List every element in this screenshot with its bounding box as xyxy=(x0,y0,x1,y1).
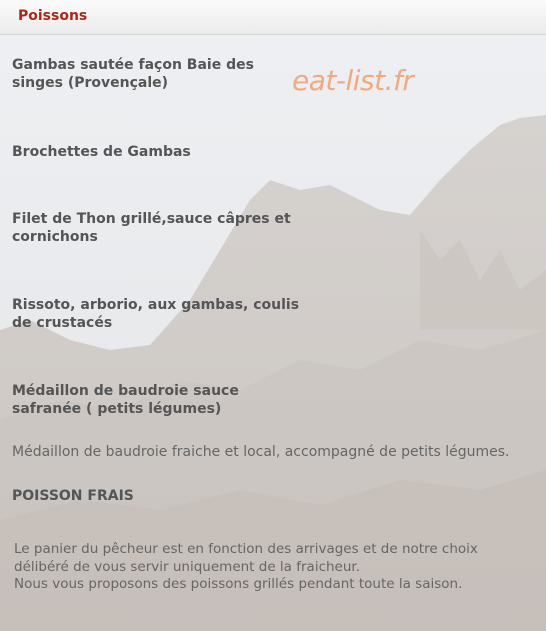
menu-item-description: Médaillon de baudroie fraiche et local, accompagné de petits légumes. xyxy=(12,444,510,460)
menu-item-name-line1: POISSON FRAIS xyxy=(12,488,134,504)
fresh-fish-note xyxy=(14,541,534,594)
menu-item-poisson-frais xyxy=(12,487,134,505)
menu-item-name-line2: singes (Provençale) xyxy=(12,75,169,91)
section-title: Poissons xyxy=(18,8,88,24)
menu-item-name-line2: cornichons xyxy=(12,229,98,245)
section-header xyxy=(0,0,546,35)
menu-item-name-line1: Médaillon de baudroie sauce xyxy=(12,383,239,399)
menu-item-name-line2: de crustacés xyxy=(12,315,113,331)
menu-item-filet-thon xyxy=(12,210,291,246)
note-line3: Nous vous proposons des poissons grillés pendant toute la saison. xyxy=(14,576,463,592)
menu-item-name-line1: Rissoto, arborio, aux gambas, coulis xyxy=(12,297,300,313)
menu-item-rissoto xyxy=(12,296,299,332)
note-line2: délibéré de vous servir uniquement de la fraicheur. xyxy=(14,558,361,575)
menu-item-gambas-sautee xyxy=(12,56,254,92)
note-line1: Le panier du pêcheur est en fonction des arrivages et de notre choix xyxy=(14,541,478,557)
menu-item-brochettes xyxy=(12,143,191,161)
watermark-logo: eat-list.fr xyxy=(292,64,414,97)
menu-item-name-line1: Gambas sautée façon Baie des xyxy=(12,57,254,73)
menu-item-name-line1: Filet de Thon grillé,sauce câpres et xyxy=(12,211,291,227)
menu-item-name-line2: safranée ( petits légumes) xyxy=(12,401,222,417)
menu-item-medaillon-baudroie xyxy=(12,382,239,418)
menu-item-name-line1: Brochettes de Gambas xyxy=(12,144,191,160)
